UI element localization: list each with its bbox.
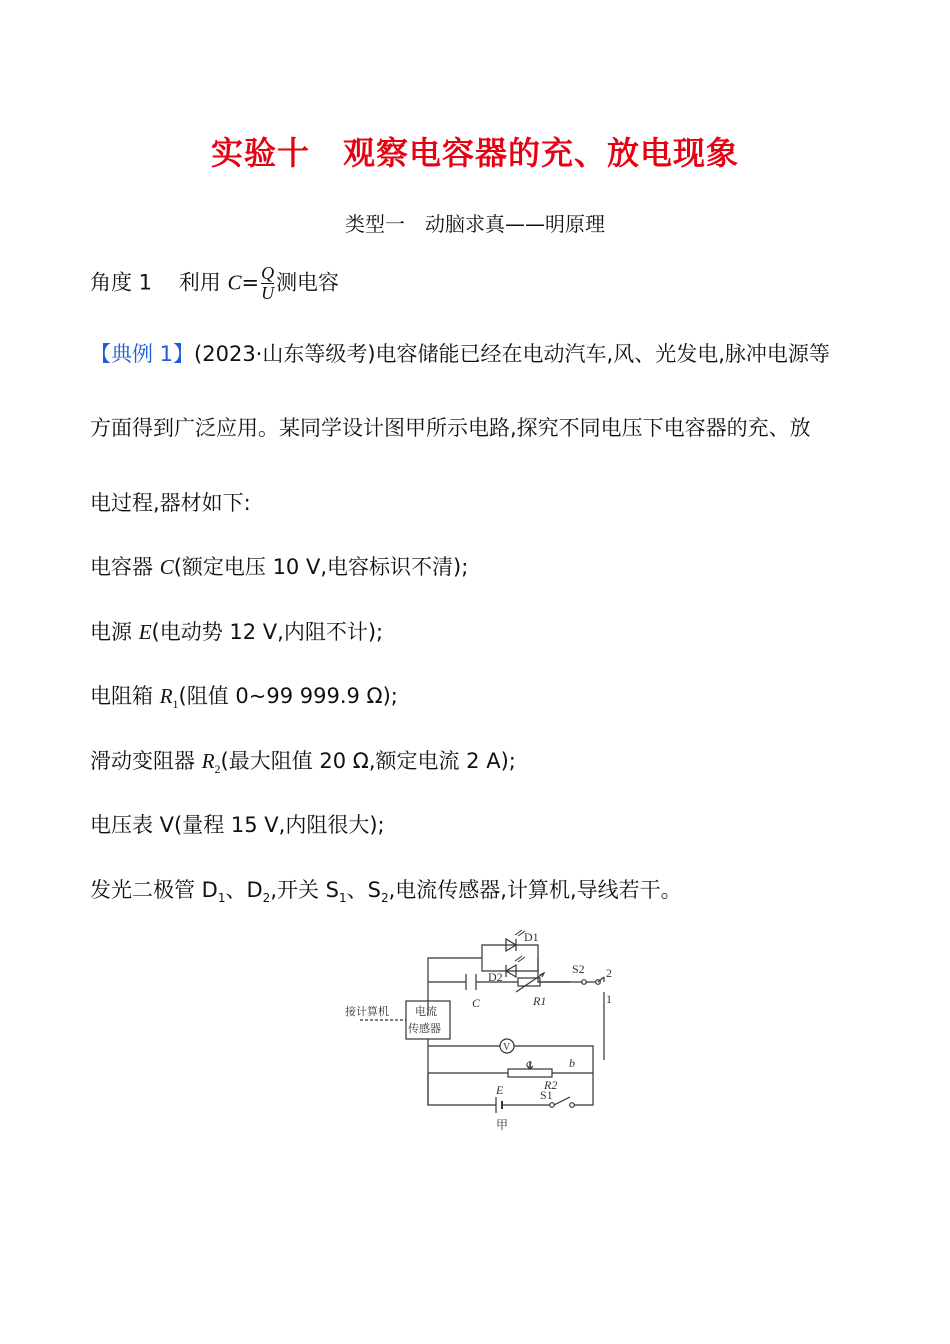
formula-eq: = <box>241 270 260 295</box>
example-line-2: 方面得到广泛应用。某同学设计图甲所示电路,探究不同电压下电容器的充、放 <box>90 416 811 440</box>
sensor-label-2: 传感器 <box>408 1022 441 1035</box>
others-part-1: 发光二极管 D <box>90 878 218 902</box>
angle-heading <box>90 264 339 303</box>
equipment-resistor-box <box>90 680 398 712</box>
sensor-label-1: 电流 <box>415 1005 437 1018</box>
source-label: 电源 <box>90 620 139 644</box>
others-part-2: 、D <box>225 878 263 902</box>
equipment-voltmeter: 电压表 V(量程 15 V,内阻很大); <box>90 813 385 837</box>
page-title: 实验十 观察电容器的充、放电现象 <box>210 134 739 172</box>
source-symbol: E <box>138 620 152 644</box>
others-sub-1: 1 <box>217 891 226 906</box>
rheostat-spec: (最大阻值 20 Ω,额定电流 2 A); <box>220 749 516 773</box>
angle-label: 角度 1 <box>90 270 153 295</box>
resistor-box-symbol: R <box>159 684 173 708</box>
circuit-diagram <box>340 925 620 1140</box>
capacitor-symbol: C <box>159 555 174 579</box>
section-subtitle: 类型一 动脑求真——明原理 <box>345 212 605 236</box>
resistor-box-spec: (阻值 0~99 999.9 Ω); <box>178 684 398 708</box>
voltmeter-icon: V <box>503 1042 511 1053</box>
equipment-rheostat <box>90 745 516 777</box>
others-sub-3: 1 <box>339 891 347 906</box>
capacitor-spec: (额定电压 10 V,电容标识不清); <box>173 555 469 579</box>
label-r1: R1 <box>533 994 547 1008</box>
equipment-source <box>90 616 383 646</box>
equipment-capacitor <box>90 551 468 581</box>
resistor-box-subscript: 1 <box>172 697 179 712</box>
angle-text-pre: 利用 <box>178 270 228 295</box>
others-part-4: 、S <box>346 878 381 902</box>
label-d1: D1 <box>524 930 539 944</box>
label-c: C <box>472 996 481 1010</box>
capacitor-label: 电容器 <box>90 555 160 579</box>
label-computer: 接计算机 <box>345 1005 389 1018</box>
label-pos2: 2 <box>606 966 612 980</box>
label-b: b <box>569 1056 575 1070</box>
rheostat-symbol: R <box>201 749 215 773</box>
formula-fraction <box>261 264 274 303</box>
others-part-5: ,电流传感器,计算机,导线若干。 <box>388 878 682 902</box>
formula-denominator: U <box>261 283 275 303</box>
formula-c: C <box>227 270 242 295</box>
label-s2: S2 <box>572 962 585 976</box>
source-spec: (电动势 12 V,内阻不计); <box>151 620 384 644</box>
formula-numerator: Q <box>261 263 275 283</box>
label-pos1: 1 <box>606 992 612 1006</box>
rheostat-label: 滑动变阻器 <box>90 749 202 773</box>
angle-text-post: 测电容 <box>276 270 340 295</box>
example-tag: 【典例 1】 <box>90 342 195 366</box>
others-sub-2: 2 <box>262 891 271 906</box>
rheostat-subscript: 2 <box>214 762 221 777</box>
resistor-box-label: 电阻箱 <box>90 684 160 708</box>
label-d2: D2 <box>488 970 503 984</box>
example-line1-text: (2023·山东等级考)电容储能已经在电动汽车,风、光发电,脉冲电源等 <box>194 342 830 366</box>
others-sub-4: 2 <box>380 891 389 906</box>
example-line-1 <box>90 338 830 368</box>
equipment-others <box>90 874 682 905</box>
label-s1: S1 <box>540 1088 553 1102</box>
figure-caption: 甲 <box>496 1118 509 1132</box>
label-r2: R2 <box>544 1078 558 1092</box>
label-a: a <box>526 1056 532 1070</box>
example-line-3: 电过程,器材如下: <box>90 491 251 515</box>
label-e: E <box>496 1083 504 1097</box>
others-part-3: ,开关 S <box>270 878 339 902</box>
